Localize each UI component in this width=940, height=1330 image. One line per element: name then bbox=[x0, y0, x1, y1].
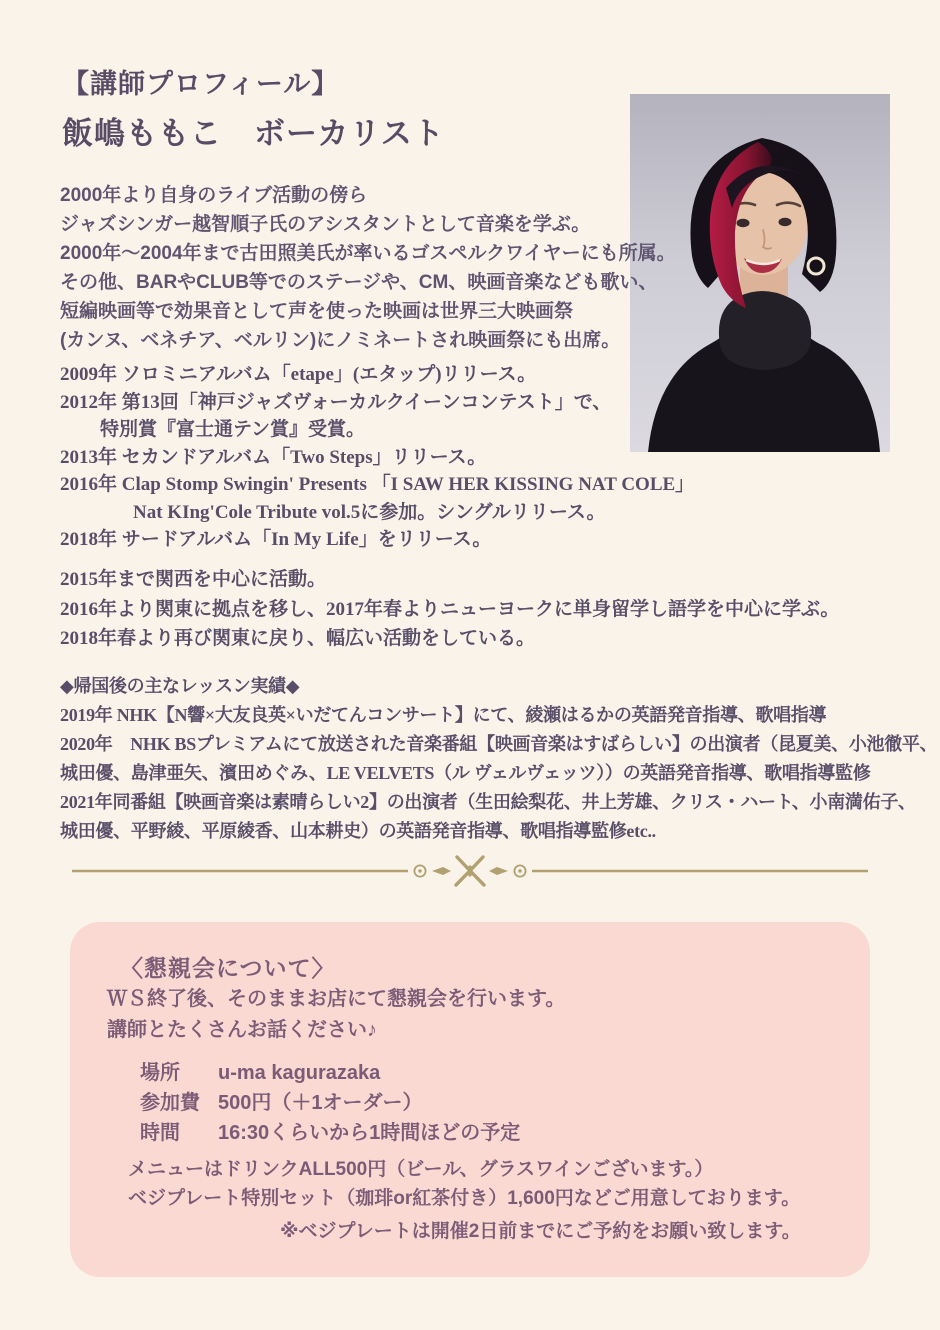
bio-line: (カンヌ、ベネチア、ベルリン)にノミネートされ映画祭にも出席。 bbox=[60, 330, 621, 351]
discography-list bbox=[60, 361, 694, 554]
page-title: 【講師プロフィール】 bbox=[62, 69, 340, 99]
discography-line: 2018年 サードアルバム「In My Life」をリリース。 bbox=[60, 529, 492, 550]
afterparty-intro-line: 講師とたくさんお話ください♪ bbox=[107, 1019, 377, 1041]
discography-line: 2013年 セカンドアルバム「Two Steps」リリース。 bbox=[60, 446, 487, 468]
discography-line: 2012年 第13回「神戸ジャズヴォーカルクイーンコンテスト」で、 bbox=[60, 391, 612, 413]
afterparty-intro bbox=[107, 984, 565, 1046]
lessons-line: 2020年 NHK BSプレミアムにて放送された音楽番組【映画音楽はすばらしい】の出演者（昆夏美、小池徹平、 bbox=[60, 734, 938, 754]
fee-label: 参加費 bbox=[140, 1092, 200, 1114]
detail-row-time bbox=[140, 1118, 520, 1148]
afterparty-note: ※ベジプレートは開催2日前までにご予約をお願い致します。 bbox=[280, 1221, 801, 1242]
afterparty-intro-line: ＷＳ終了後、そのままお店にて懇親会を行います。 bbox=[107, 988, 566, 1010]
bio-line: 2000年〜2004年まで古田照美氏が率いるゴスペルクワイヤーにも所属。 bbox=[60, 243, 676, 264]
afterparty-heading: 〈懇親会について〉 bbox=[120, 955, 336, 981]
lessons-heading: ◆帰国後の主なレッスン実績◆ bbox=[60, 676, 300, 696]
lesson-achievements bbox=[60, 672, 937, 846]
ornamental-divider bbox=[70, 854, 870, 888]
bio-line: ジャズシンガー越智順子氏のアシスタントとして音楽を学ぶ。 bbox=[60, 214, 591, 235]
afterparty-info-box bbox=[70, 922, 870, 1277]
detail-row-fee bbox=[140, 1088, 520, 1118]
detail-row-place bbox=[140, 1058, 520, 1088]
bio-paragraph bbox=[60, 181, 676, 355]
bio-line: その他、BARやCLUB等でのステージや、CM、映画音楽なども歌い、 bbox=[60, 272, 658, 293]
time-value: 16:30くらいから1時間ほどの予定 bbox=[218, 1122, 521, 1144]
discography-line: 2009年 ソロミニアルバム「etape」(エタップ)リリース。 bbox=[60, 364, 537, 385]
menu-line: メニューはドリンクALL500円（ビール、グラスワインございます。） bbox=[128, 1159, 714, 1180]
place-label: 場所 bbox=[140, 1062, 180, 1084]
menu-line: ベジプレート特別セット（珈琲or紅茶付き）1,600円などご用意しております。 bbox=[128, 1188, 801, 1209]
activity-line: 2016年より関東に拠点を移し、2017年春よりニューヨークに単身留学し語学を中心に学ぶ。 bbox=[60, 598, 840, 620]
discography-line: 特別賞『富士通テン賞』受賞。 bbox=[100, 419, 366, 440]
activity-line: 2018年春より再び関東に戻り、幅広い活動をしている。 bbox=[60, 628, 536, 649]
divider-ornament-icon bbox=[70, 854, 870, 888]
bio-line: 2000年より自身のライブ活動の傍ら bbox=[60, 185, 368, 206]
bio-line: 短編映画等で効果音として声を使った映画は世界三大映画祭 bbox=[60, 301, 574, 322]
lessons-line: 2021年同番組【映画音楽は素晴らしい2】の出演者（生田絵梨花、井上芳雄、クリス・ハート、小南満佑子、 bbox=[60, 792, 916, 812]
discography-line: Nat KIng'Cole Tribute vol.5に参加。シングルリリース。 bbox=[133, 501, 606, 523]
place-value: u-ma kagurazaka bbox=[218, 1062, 381, 1084]
lessons-line: 城田優、島津亜矢、濱田めぐみ、LE VELVETS（ル ヴェルヴェッツ））の英語発音指導、歌唱指導監修 bbox=[60, 763, 871, 783]
lessons-line: 城田優、平野綾、平原綾香、山本耕史）の英語発音指導、歌唱指導監修etc.. bbox=[60, 821, 656, 841]
instructor-name: 飯嶋ももこ ボーカリスト bbox=[62, 116, 445, 151]
afterparty-details bbox=[140, 1058, 520, 1148]
activity-line: 2015年まで関西を中心に活動。 bbox=[60, 569, 327, 590]
discography-line: 2016年 Clap Stomp Swingin' Presents 「I SAW HER KISSING NAT COLE」 bbox=[60, 474, 695, 495]
activity-paragraph bbox=[60, 565, 839, 654]
lessons-line: 2019年 NHK【N響×大友良英×いだてんコンサート】にて、綾瀬はるかの英語発音指導、歌唱指導 bbox=[60, 705, 827, 725]
fee-value: 500円（＋1オーダー） bbox=[218, 1092, 423, 1114]
afterparty-menu bbox=[128, 1155, 800, 1213]
time-label: 時間 bbox=[140, 1122, 180, 1144]
